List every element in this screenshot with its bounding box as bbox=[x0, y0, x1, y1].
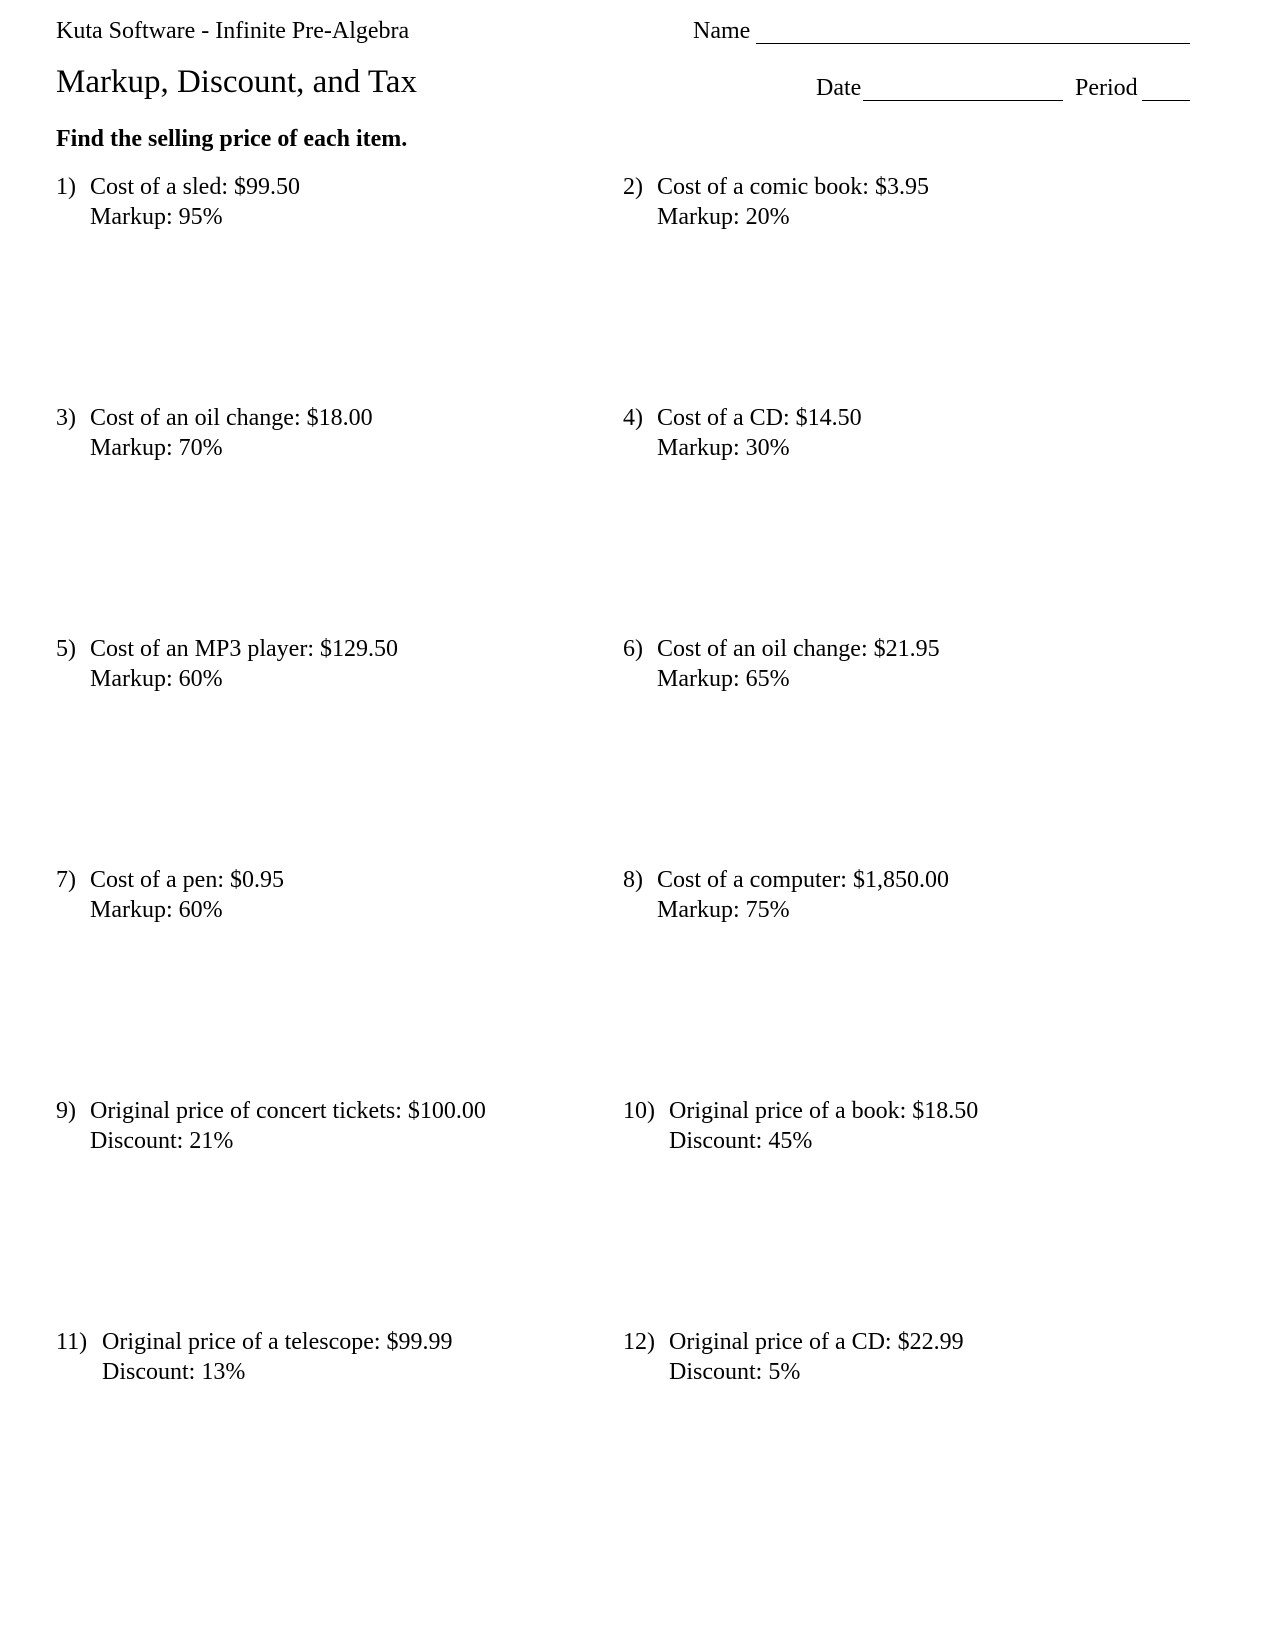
problem-6 bbox=[623, 634, 940, 694]
period-label: Period bbox=[1075, 75, 1138, 101]
period-blank-line[interactable] bbox=[1142, 100, 1190, 101]
problem-rate: Markup: 60% bbox=[90, 666, 223, 692]
problem-9 bbox=[56, 1096, 486, 1156]
problem-rate: Markup: 65% bbox=[657, 666, 790, 692]
problem-number: 12) bbox=[623, 1329, 655, 1355]
problem-number: 6) bbox=[623, 636, 643, 662]
date-label: Date bbox=[816, 75, 862, 101]
problem-rate: Markup: 95% bbox=[90, 204, 223, 230]
problem-number: 11) bbox=[56, 1329, 88, 1355]
problem-8 bbox=[623, 865, 949, 925]
problem-text: Original price of concert tickets: $100.00 bbox=[90, 1098, 486, 1124]
problem-number: 9) bbox=[56, 1098, 76, 1124]
problem-text: Cost of a CD: $14.50 bbox=[657, 405, 862, 431]
date-blank-line[interactable] bbox=[863, 100, 1063, 101]
problem-text: Original price of a book: $18.50 bbox=[669, 1098, 979, 1124]
problem-rate: Discount: 5% bbox=[669, 1359, 801, 1385]
problem-4 bbox=[623, 403, 862, 463]
problem-rate: Markup: 20% bbox=[657, 204, 790, 230]
problem-5 bbox=[56, 634, 398, 694]
problem-text: Cost of an oil change: $21.95 bbox=[657, 636, 940, 662]
problem-rate: Discount: 13% bbox=[102, 1359, 246, 1385]
problem-2 bbox=[623, 172, 929, 232]
problem-text: Cost of a pen: $0.95 bbox=[90, 867, 284, 893]
problem-rate: Markup: 30% bbox=[657, 435, 790, 461]
problem-number: 1) bbox=[56, 174, 76, 200]
problem-1 bbox=[56, 172, 300, 232]
problem-number: 7) bbox=[56, 867, 76, 893]
problem-number: 8) bbox=[623, 867, 643, 893]
problem-text: Cost of an MP3 player: $129.50 bbox=[90, 636, 398, 662]
publisher-line: Kuta Software - Infinite Pre-Algebra bbox=[56, 18, 410, 44]
problem-10 bbox=[623, 1096, 978, 1156]
worksheet-title: Markup, Discount, and Tax bbox=[56, 64, 417, 100]
problem-text: Cost of a comic book: $3.95 bbox=[657, 174, 929, 200]
instructions: Find the selling price of each item. bbox=[56, 126, 408, 152]
problem-number: 3) bbox=[56, 405, 76, 431]
problem-rate: Markup: 70% bbox=[90, 435, 223, 461]
name-blank-line[interactable] bbox=[756, 43, 1190, 44]
problem-text: Original price of a CD: $22.99 bbox=[669, 1329, 964, 1355]
problem-rate: Discount: 45% bbox=[669, 1128, 813, 1154]
problem-number: 5) bbox=[56, 636, 76, 662]
problem-text: Cost of a sled: $99.50 bbox=[90, 174, 300, 200]
problem-rate: Discount: 21% bbox=[90, 1128, 234, 1154]
problem-7 bbox=[56, 865, 284, 925]
problem-rate: Markup: 60% bbox=[90, 897, 223, 923]
name-label: Name bbox=[693, 18, 751, 44]
problem-number: 4) bbox=[623, 405, 643, 431]
problem-rate: Markup: 75% bbox=[657, 897, 790, 923]
problem-3 bbox=[56, 403, 373, 463]
problem-11 bbox=[56, 1327, 453, 1387]
problem-text: Cost of an oil change: $18.00 bbox=[90, 405, 373, 431]
problem-number: 10) bbox=[623, 1098, 655, 1124]
problem-text: Cost of a computer: $1,850.00 bbox=[657, 867, 949, 893]
problem-text: Original price of a telescope: $99.99 bbox=[102, 1329, 453, 1355]
problem-12 bbox=[623, 1327, 964, 1387]
problem-number: 2) bbox=[623, 174, 643, 200]
